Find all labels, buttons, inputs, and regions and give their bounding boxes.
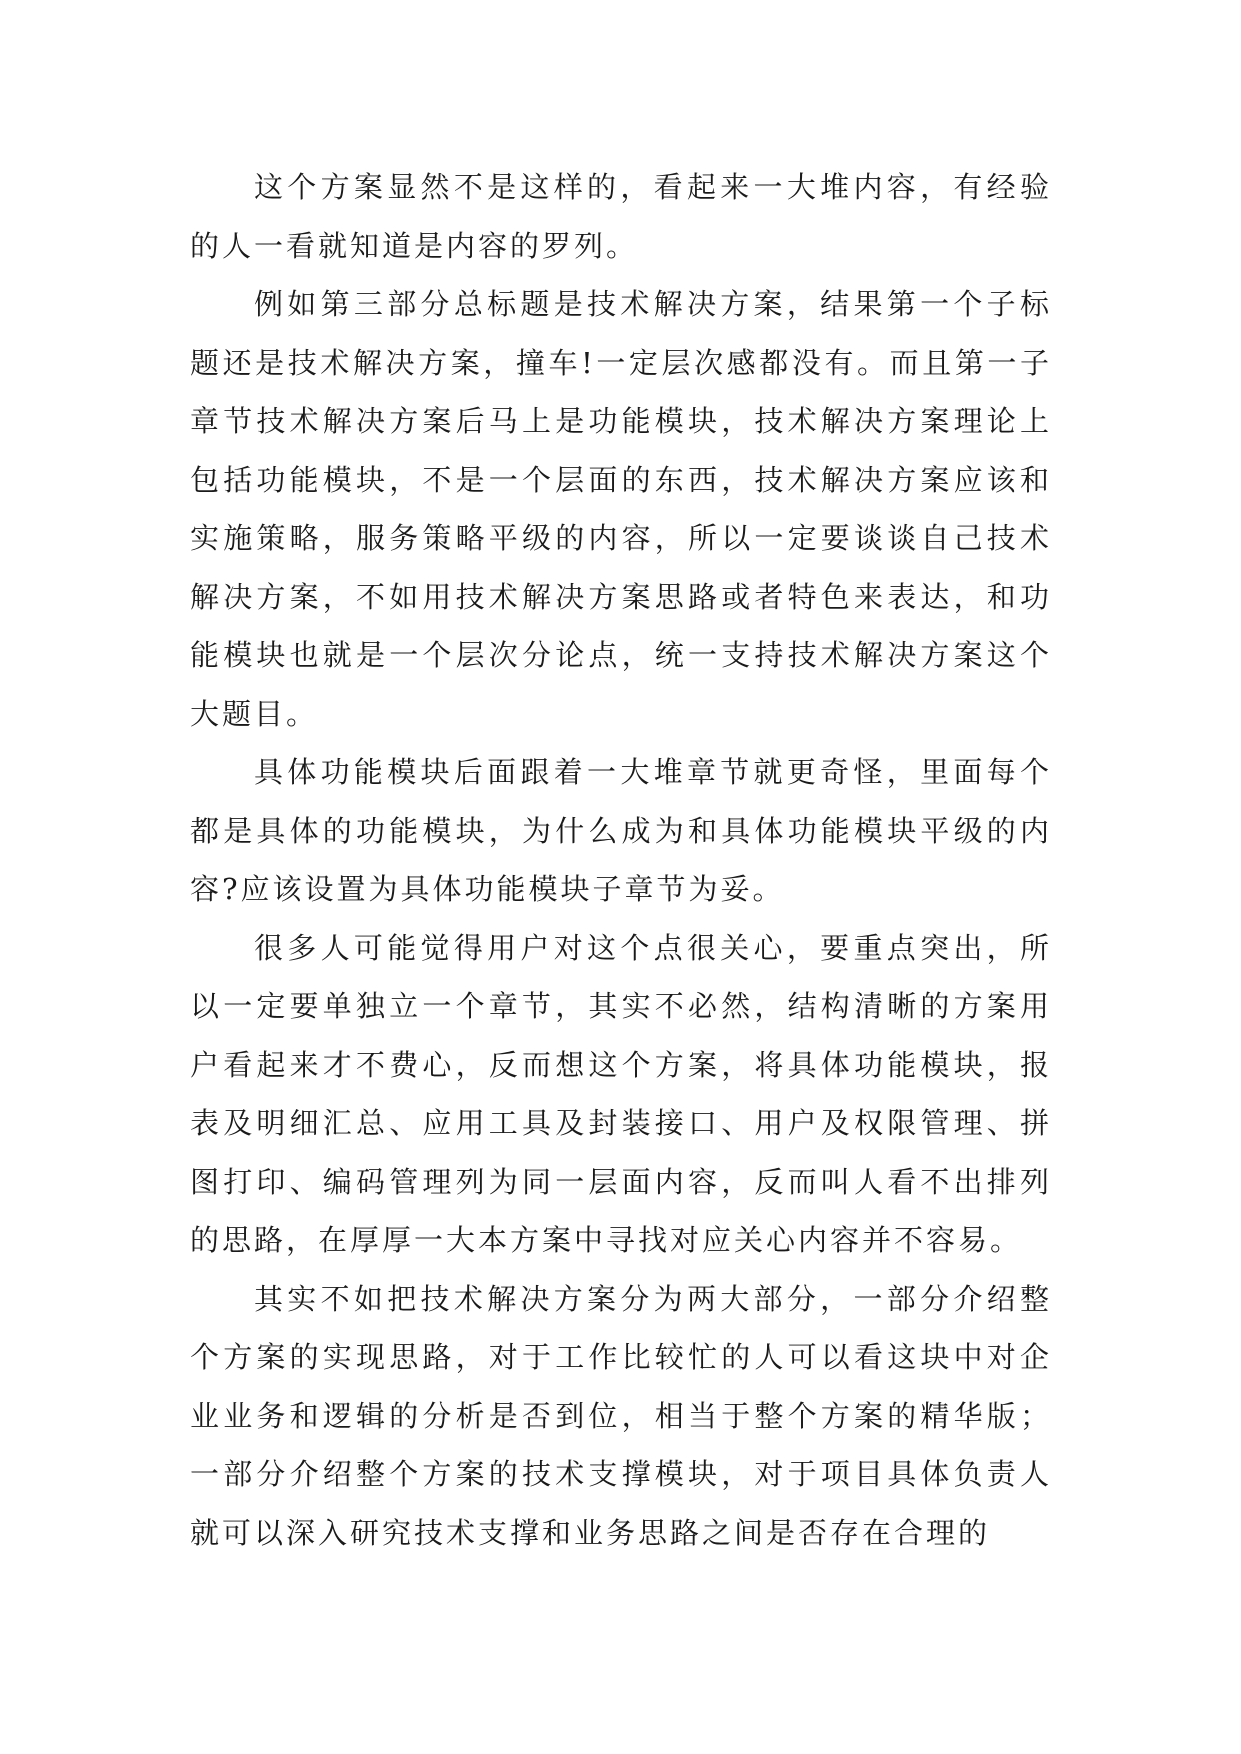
document-body — [190, 158, 1052, 1562]
paragraph-1: 这个方案显然不是这样的，看起来一大堆内容，有经验的人一看就知道是内容的罗列。 — [190, 170, 1052, 263]
paragraph-5: 其实不如把技术解决方案分为两大部分，一部分介绍整个方案的实现思路，对于工作比较忙的人可以看这块中对企业业务和逻辑的分析是否到位，相当于整个方案的精华版；一部分介绍整个方案的技术支撑模块，对于项目具体负责人就可以深入研究技术支撑和业务思路之间是否存在合理的 — [190, 1281, 1052, 1550]
paragraph-3: 具体功能模块后面跟着一大堆章节就更奇怪，里面每个都是具体的功能模块，为什么成为和具体功能模块平级的内容?应该设置为具体功能模块子章节为妥。 — [190, 755, 1052, 906]
paragraph-2: 例如第三部分总标题是技术解决方案，结果第一个子标题还是技术解决方案，撞车!一定层次感都没有。而且第一子章节技术解决方案后马上是功能模块，技术解决方案理论上包括功能模块，不是一个层面的东西，技术解决方案应该和实施策略，服务策略平级的内容，所以一定要谈谈自己技术解决方案，不如用技术解决方案思路或者特色来表达，和功能模块也就是一个层次分论点，统一支持技术解决方案这个大题目。 — [190, 287, 1052, 731]
paragraph-4: 很多人可能觉得用户对这个点很关心，要重点突出，所以一定要单独立一个章节，其实不必然，结构清晰的方案用户看起来才不费心，反而想这个方案，将具体功能模块，报表及明细汇总、应用工具及封装接口、用户及权限管理、拼图打印、编码管理列为同一层面内容，反而叫人看不出排列的思路，在厚厚一大本方案中寻找对应关心内容并不容易。 — [190, 930, 1052, 1257]
